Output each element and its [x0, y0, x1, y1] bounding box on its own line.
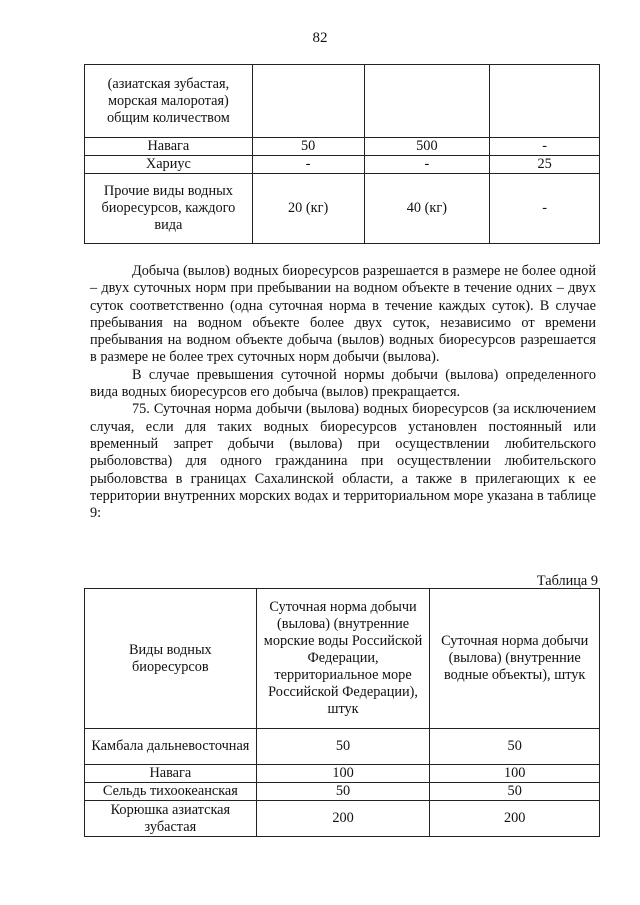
continued-table: [84, 64, 600, 244]
value-cell: 50: [256, 729, 430, 765]
value-cell: [490, 65, 600, 138]
species-cell: Корюшка азиатская зубастая: [85, 801, 257, 837]
value-cell: 100: [256, 765, 430, 783]
value-cell: 50: [430, 729, 600, 765]
species-cell: Сельдь тихоокеанская: [85, 783, 257, 801]
header-marine: Суточная норма добычи (вылова) (внутренние морские воды Российской Федерации, территориальное море Российской Федерации), штук: [256, 589, 430, 729]
table-row: [85, 765, 600, 783]
header-inland: Суточная норма добычи (вылова) (внутренние водные объекты), штук: [430, 589, 600, 729]
table-row: [85, 174, 600, 244]
paragraph: В случае превышения суточной нормы добычи (вылова) определенного вида водных биоресурсов его добыча (вылов) прекращается.: [90, 366, 596, 401]
species-cell: Хариус: [85, 156, 253, 174]
value-cell: 25: [490, 156, 600, 174]
value-cell: 200: [430, 801, 600, 837]
header-species: Виды водных биоресурсов: [85, 589, 257, 729]
value-cell: 20 (кг): [252, 174, 364, 244]
value-cell: 40 (кг): [364, 174, 490, 244]
species-cell: Прочие виды водных биоресурсов, каждого вида: [85, 174, 253, 244]
species-cell: Навага: [85, 138, 253, 156]
value-cell: -: [364, 156, 490, 174]
table-row: [85, 801, 600, 837]
value-cell: 100: [430, 765, 600, 783]
value-cell: 50: [256, 783, 430, 801]
table-header-row: [85, 589, 600, 729]
table-row: [85, 65, 600, 138]
table-9: [84, 588, 600, 837]
value-cell: 200: [256, 801, 430, 837]
value-cell: 500: [364, 138, 490, 156]
value-cell: 50: [252, 138, 364, 156]
page-number: 82: [312, 30, 328, 46]
paragraph: 75. Суточная норма добычи (вылова) водных биоресурсов (за исключением случая, если для таких водных биоресурсов установлен постоянный или временный запрет добычи (вылова) при осуществлении любительского рыболовства) для одного гражданина при осуществлении любительского рыболовства в границах Сахалинской области, а также в прилегающих к ее территории внутренних морских водах и территориальном море указана в таблице 9:: [90, 401, 596, 522]
value-cell: 50: [430, 783, 600, 801]
table-caption: Таблица 9: [536, 573, 598, 589]
species-cell: (азиатская зубастая, морская малоротая) общим количеством: [85, 65, 253, 138]
table-row: [85, 783, 600, 801]
body-text: [90, 263, 596, 522]
value-cell: [364, 65, 490, 138]
value-cell: -: [490, 174, 600, 244]
value-cell: -: [252, 156, 364, 174]
value-cell: [252, 65, 364, 138]
species-cell: Навага: [85, 765, 257, 783]
paragraph: Добыча (вылов) водных биоресурсов разрешается в размере не более одной – двух суточных норм при пребывании на водном объекте в течение одних – двух суток соответственно (одна суточная норма в течение каждых суток). В случае пребывания на водном объекте более двух суток, независимо от времени пребывания на водном объекте добыча (вылов) водных биоресурсов разрешается в размере не более трех суточных норм добычи (вылова).: [90, 263, 596, 366]
species-cell: Камбала дальневосточная: [85, 729, 257, 765]
table-row: [85, 138, 600, 156]
table-row: [85, 156, 600, 174]
value-cell: -: [490, 138, 600, 156]
table-row: [85, 729, 600, 765]
